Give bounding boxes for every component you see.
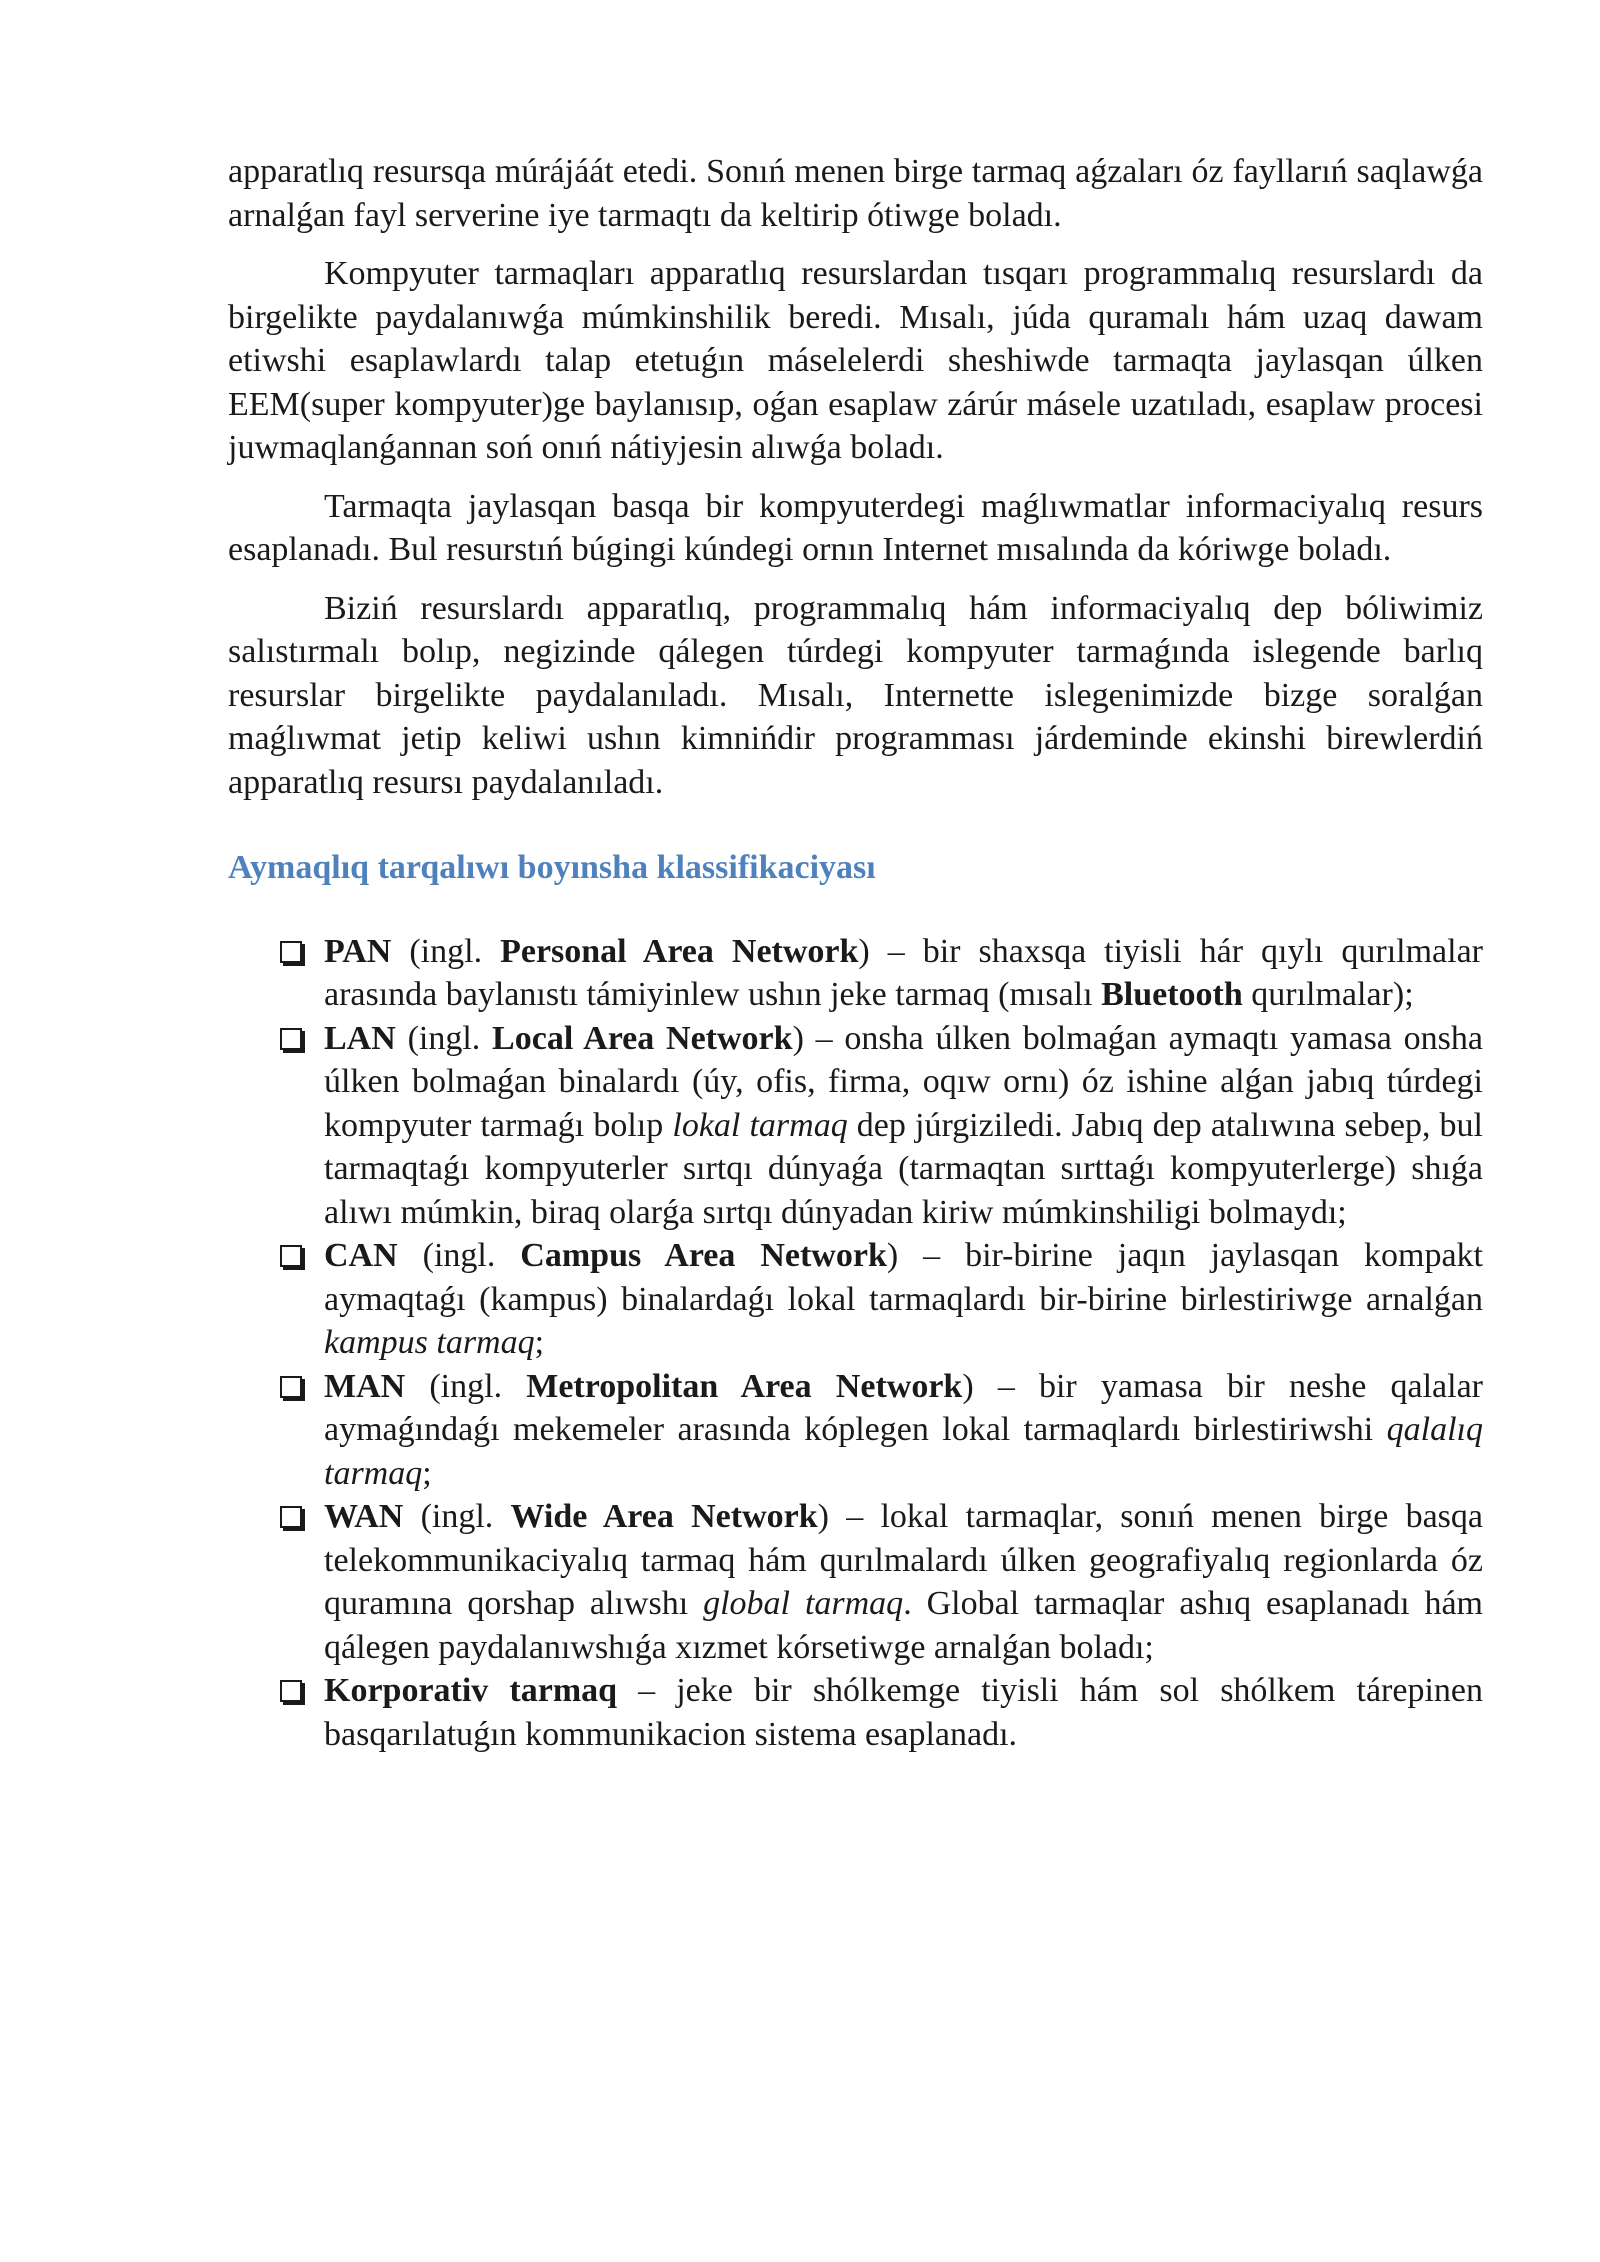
bold-term: Local Area Network [492,1019,793,1057]
text-run: ) – bir shaxsqa tiyisli hár qıylı qurılmalar arasında baylanıstı támiyinlew ushın jeke tarmaq (mısalı [324,932,1483,1013]
text-run: ; [534,1324,545,1361]
text-run: dep júrgiziledi. Jabıq dep atalıwına sebep, bul tarmaqtaǵı kompyuterler sırtqı dúnyaǵa (tarmaqtan sırttaǵı kompyuterlerge) shıǵa alıwı múmkin, biraq olarǵa sırtqı dúnyadan kiriw múmkinshiligi bolmaydı; [324,1106,1484,1231]
bold-term: Metropolitan Area Network [526,1367,963,1405]
text-run: (ingl. [403,1498,511,1535]
text-run: – jeke bir shólkemge tiyisli hám sol shólkem tárepinen basqarılatuǵın kommunikacion sistema esaplanadı. [324,1672,1483,1753]
checkbox-bullet-icon [280,1680,302,1702]
paragraph [228,587,1483,805]
paragraph [228,485,1483,572]
bold-term: PAN [324,932,392,970]
text-run: (ingl. [397,1237,521,1274]
bold-term: MAN [324,1367,406,1405]
text-run: Kompyuter tarmaqları apparatlıq resurslardan tısqarı programmalıq resurslardı da birgelikte paydalanıwǵa múmkinshilik beredi. Mısalı, júda quramalı hám uzaq dawam etiwshi esaplawlardı talap etetuǵın máselelerdi sheshiwde tarmaqta jaylasqan úlken EEM(super kompyuter)ge baylanısıp, oǵan esaplaw zárúr másele uzatıladı, esaplaw procesi juwmaqlanǵannan soń onıń nátiyjesin alıwǵa boladı. [228,255,1483,466]
list-item [228,930,1483,1017]
paragraph [228,150,1483,237]
bold-term: LAN [324,1019,396,1057]
text-run: ) – bir yamasa bir neshe qalalar aymaǵındaǵı mekemeler arasında kóplegen lokal tarmaqlardı birlestiriwshi [324,1367,1484,1448]
text-run: apparatlıq resursqa múrájáát etedi. Sonıń menen birge tarmaq aǵzaları óz fayllarıń saqlawǵa arnalǵan fayl serverine iye tarmaqtı da keltirip ótiwge boladı. [228,153,1483,234]
text-run: (ingl. [391,932,501,970]
checkbox-bullet-icon [280,1028,302,1050]
text-run: . Global tarmaqlar ashıq esaplanadı hám qálegen paydalanıwshıǵa xızmet kórsetiwge arnalǵan boladı; [324,1585,1484,1666]
italic-term: global tarmaq [703,1585,904,1622]
text-run: Biziń resurslardı apparatlıq, programmalıq hám informaciyalıq dep bóliwimiz salıstırmalı bolıp, negizinde qálegen túrdegi kompyuter tarmaǵında islegende barlıq resurslar birgelikte paydalanıladı. Mısalı, Internette islegenimizde bizge soralǵan maǵlıwmat jetip keliwi ushın kimnińdir programması járdeminde ekinshi birewlerdiń apparatlıq resursı paydalanıladı. [228,589,1483,801]
text-run: (ingl. [405,1367,527,1405]
document-page [228,150,1483,1756]
body-paragraphs [228,150,1483,804]
paragraph [228,252,1483,470]
checkbox-bullet-icon [280,941,302,963]
bold-term: Korporativ tarmaq [324,1672,618,1709]
text-run: qurılmalar); [1242,976,1414,1013]
checkbox-bullet-icon [280,1245,302,1267]
section-heading: Aymaqlıq tarqalıwı boyınsha klassifikaciyası [228,849,876,886]
italic-term: qalalıq tarmaq [324,1411,1483,1492]
classification-list [228,930,1483,1757]
checkbox-bullet-icon [280,1376,302,1398]
bold-term: WAN [324,1498,404,1535]
bold-term: Personal Area Network [500,932,859,970]
list-item [228,1495,1483,1669]
list-item [228,1365,1483,1496]
text-run: ) – bir-birine jaqın jaylasqan kompakt aymaqtaǵı (kampus) binalardaǵı lokal tarmaqlardı bir-birine birlestiriwge arnalǵan [324,1237,1483,1318]
list-item [228,1017,1483,1235]
text-run: ) – lokal tarmaqlar, sonıń menen birge basqa telekommunikaciyalıq tarmaq hám qurılmalardı úlken geografiyalıq regionlarda óz quramına qorshap alıwshı [324,1498,1483,1622]
text-run: ; [422,1454,432,1492]
text-run: Tarmaqta jaylasqan basqa bir kompyuterdegi maǵlıwmatlar informaciyalıq resurs esaplanadı. Bul resurstıń búgingi kúndegi ornın Internet mısalında da kóriwge boladı. [228,487,1483,568]
bold-term: Wide Area Network [510,1498,818,1535]
text-run: ) – onsha úlken bolmaǵan aymaqtı yamasa onsha úlken bolmaǵan binalardı (úy, ofis, firma, oqıw ornı) óz ishine alǵan jabıq túrdegi kompyuter tarmaǵı bolıp [324,1019,1483,1144]
bold-term: Bluetooth [1101,976,1243,1013]
bold-term: CAN [324,1237,398,1274]
list-item [228,1234,1483,1365]
italic-term: kampus tarmaq [324,1324,535,1361]
text-run: (ingl. [395,1019,493,1057]
list-item [228,1669,1483,1756]
italic-term: lokal tarmaq [672,1106,848,1144]
bold-term: Campus Area Network [520,1237,887,1274]
checkbox-bullet-icon [280,1506,302,1528]
